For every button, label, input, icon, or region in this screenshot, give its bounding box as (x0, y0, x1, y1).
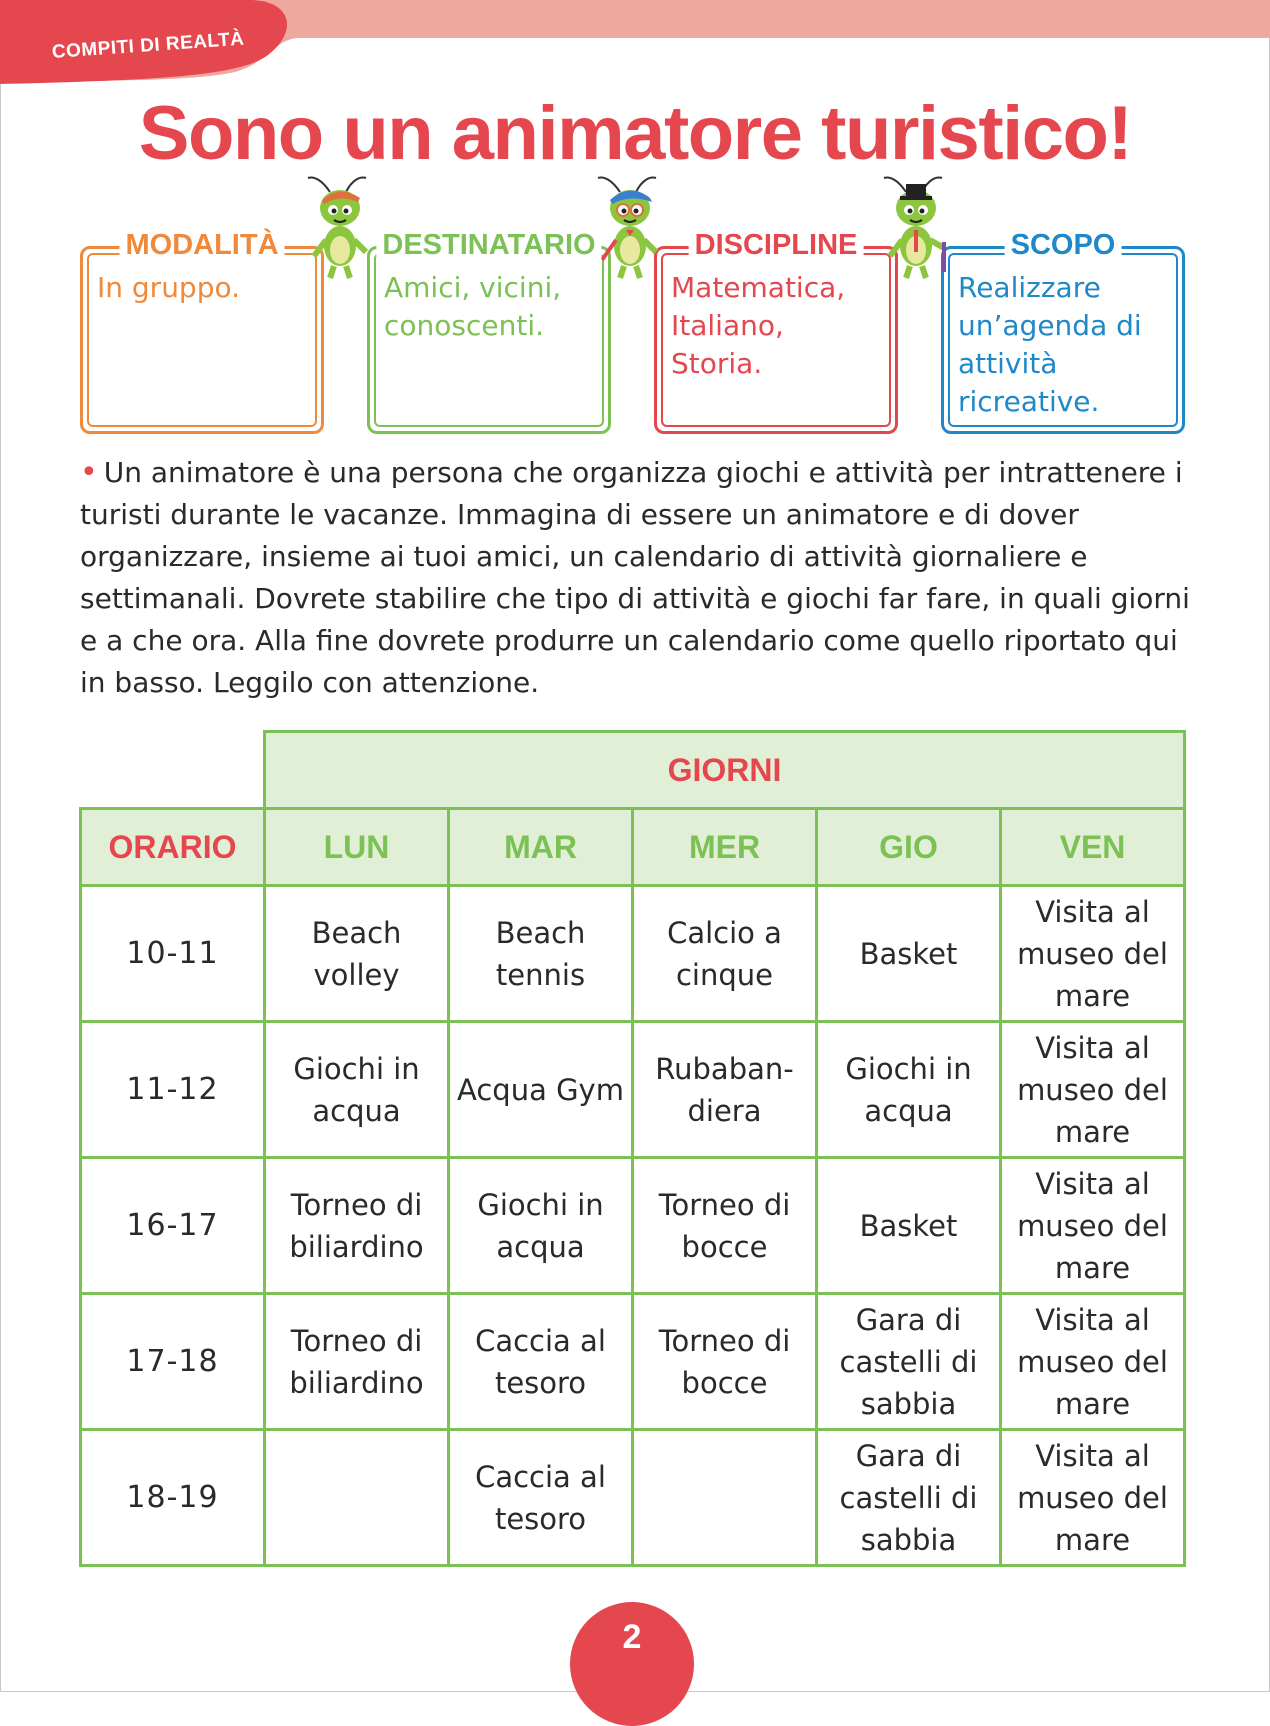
box-destinatario (367, 229, 611, 434)
table-row (81, 1158, 1185, 1294)
day-header: MAR (449, 809, 633, 886)
activity-cell (633, 1430, 817, 1566)
activity-cell: Visita al museo del mare (1001, 1158, 1185, 1294)
day-header: MER (633, 809, 817, 886)
activity-cell: Visita al museo del mare (1001, 1022, 1185, 1158)
activity-cell: Calcio a cinque (633, 886, 817, 1022)
activity-cell: Giochi in acqua (265, 1022, 449, 1158)
day-header: LUN (265, 809, 449, 886)
time-cell: 16-17 (81, 1158, 265, 1294)
activity-cell: Gara di castelli di sabbia (817, 1430, 1001, 1566)
box-modalita-title: MODALITÀ (119, 229, 284, 262)
table-corner (81, 732, 265, 809)
activity-cell (265, 1430, 449, 1566)
box-discipline-title: DISCIPLINE (689, 229, 864, 262)
table-row (81, 886, 1185, 1022)
bullet-icon: • (80, 455, 98, 490)
day-header: VEN (1001, 809, 1185, 886)
box-discipline (654, 229, 898, 434)
orario-header: ORARIO (81, 809, 265, 886)
activity-cell: Torneo di biliardino (265, 1158, 449, 1294)
activity-cell: Giochi in acqua (449, 1158, 633, 1294)
activity-cell: Acqua Gym (449, 1022, 633, 1158)
box-scopo (941, 229, 1185, 434)
activity-cell: Basket (817, 1158, 1001, 1294)
cricket-mascot-icon (300, 172, 380, 282)
time-cell: 11-12 (81, 1022, 265, 1158)
activity-cell: Torneo di bocce (633, 1158, 817, 1294)
cricket-mascot-icon (876, 172, 956, 282)
activity-cell: Torneo di biliardino (265, 1294, 449, 1430)
page-number: 2 (622, 1618, 642, 1656)
activity-cell: Beach volley (265, 886, 449, 1022)
box-scopo-text: Realizzare un’agenda di attività ricreative. (958, 271, 1142, 418)
activity-cell: Caccia al tesoro (449, 1430, 633, 1566)
giorni-header: GIORNI (265, 732, 1185, 809)
table-row (81, 1294, 1185, 1430)
table-row (81, 1430, 1185, 1566)
box-discipline-text: Matematica, Italiano, Storia. (671, 271, 846, 380)
activity-cell: Visita al museo del mare (1001, 1294, 1185, 1430)
activity-cell: Beach tennis (449, 886, 633, 1022)
box-modalita-text: In gruppo. (97, 271, 241, 304)
box-destinatario-title: DESTINATARIO (376, 229, 601, 262)
section-tag: COMPITI DI REALTÀ (51, 28, 246, 63)
box-destinatario-text: Amici, vicini, conoscenti. (384, 271, 562, 342)
intro-paragraph (80, 452, 1190, 704)
intro-text: Un animatore è una persona che organizza giochi e attività per intrattenere i turisti durante le vacanze. Immagina di essere un animatore e di dover organizzare, insieme ai tuoi amici, un calendario di attività giornaliere e settimanali. Dovrete stabilire che tipo di attività e giochi far fare, in quali giorni e a che ora. Alla fine dovrete produrre un calendario come quello riportato qui in basso. Leggilo con attenzione. (80, 456, 1190, 699)
time-cell: 18-19 (81, 1430, 265, 1566)
activity-cell: Caccia al tesoro (449, 1294, 633, 1430)
box-scopo-title: SCOPO (1005, 229, 1122, 262)
activity-cell: Rubaban-diera (633, 1022, 817, 1158)
activity-cell: Visita al museo del mare (1001, 1430, 1185, 1566)
cricket-mascot-icon (590, 172, 670, 282)
box-modalita (80, 229, 324, 434)
time-cell: 10-11 (81, 886, 265, 1022)
page-title: Sono un animatore turistico! (138, 91, 1132, 176)
activity-cell: Giochi in acqua (817, 1022, 1001, 1158)
activity-cell: Basket (817, 886, 1001, 1022)
table-row (81, 1022, 1185, 1158)
activity-cell: Gara di castelli di sabbia (817, 1294, 1001, 1430)
activity-cell: Torneo di bocce (633, 1294, 817, 1430)
schedule-table (79, 730, 1186, 1567)
day-header: GIO (817, 809, 1001, 886)
time-cell: 17-18 (81, 1294, 265, 1430)
activity-cell: Visita al museo del mare (1001, 886, 1185, 1022)
